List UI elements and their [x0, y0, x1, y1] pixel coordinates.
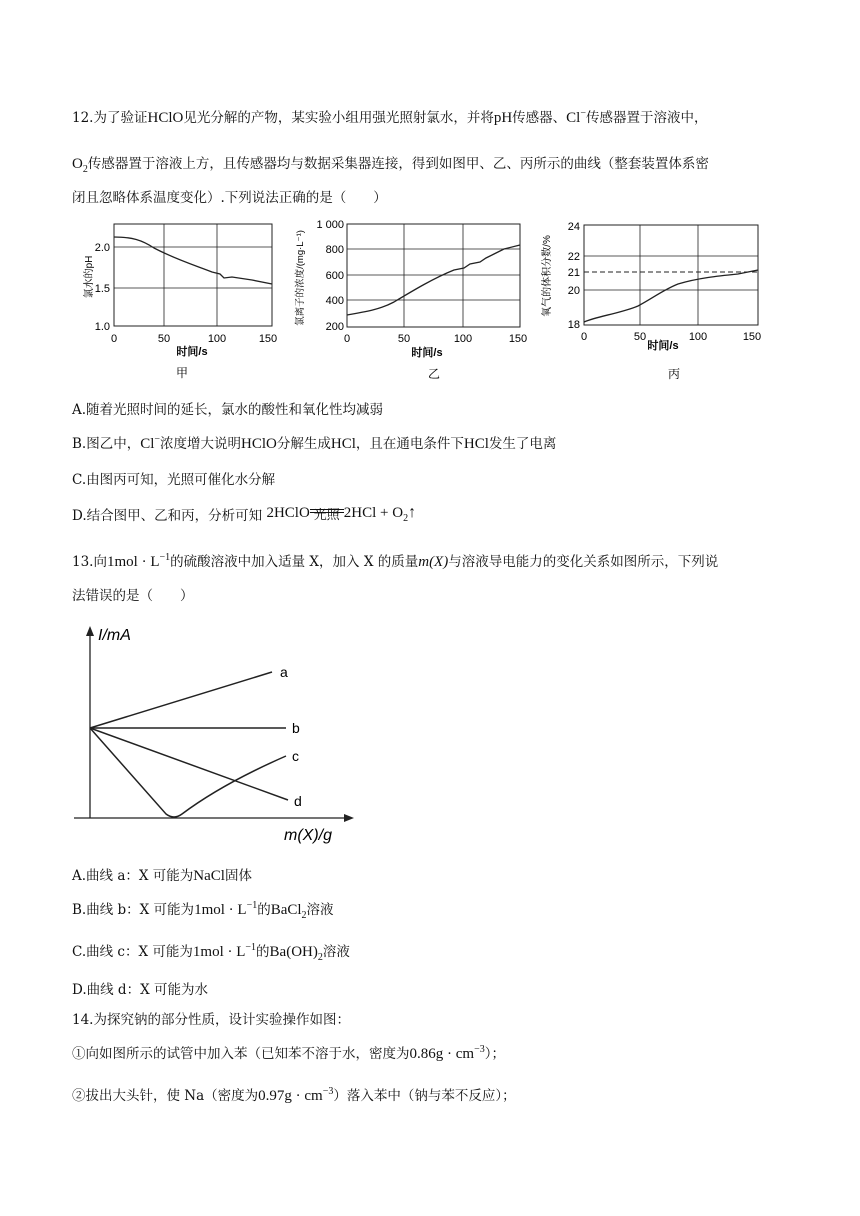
- y-axis-arrow: [86, 626, 94, 636]
- curve-c: [90, 728, 286, 817]
- chart-jia-xtick: 50: [157, 333, 171, 345]
- chart-bing-curve: [584, 270, 758, 322]
- chart-jia: [82, 222, 282, 382]
- q13-option-a: A.曲线 a：X 可能为NaCl固体: [72, 868, 252, 884]
- chart-yi-ytick: 400: [325, 295, 344, 307]
- chart-bing: [538, 218, 768, 380]
- chart-yi-caption: 乙: [427, 367, 441, 380]
- formula-hclo: HClO: [147, 110, 184, 126]
- chart-jia-ytick: 1.5: [94, 283, 110, 295]
- chart-yi-ytick: 200: [325, 321, 344, 333]
- q13-line2: 法错误的是（ ）: [72, 588, 194, 604]
- chart-bing-ytick: 22: [567, 251, 580, 263]
- x-axis-label: m(X)/g: [284, 827, 332, 844]
- curve-d: [90, 728, 288, 800]
- chloride-ion: Cl−: [566, 108, 586, 126]
- chart-bing-xtick: 150: [742, 331, 762, 343]
- chart-bing-ytick: 18: [567, 319, 580, 331]
- q12-option-a: A.随着光照时间的延长，氯水的酸性和氧化性均减弱: [72, 402, 384, 418]
- chart-jia-curve: [114, 237, 272, 284]
- curve-c-label: c: [292, 748, 299, 764]
- q14-step2: ②拔出大头针，使 Na（密度为$0.97g \cdot cm^{-3}$）落入苯中（钠与苯不反应）；: [72, 1086, 516, 1104]
- q14-step1: ①向如图所示的试管中加入苯（已知苯不溶于水，密度为$0.86g \cdot cm^{-3}$）；: [72, 1044, 505, 1062]
- conductivity-chart: [74, 620, 364, 846]
- oxygen-formula: $O_2$: [72, 156, 88, 175]
- q12-option-b: B.图乙中，Cl−浓度增大说明HClO分解生成HCl，且在通电条件下HCl发生了电离: [72, 434, 557, 452]
- q12-option-d: D.结合图甲、乙和丙，分析可知 2HClO 光照 $2HCl + O_2↑$: [72, 504, 417, 524]
- curve-a-label: a: [280, 664, 288, 680]
- x-axis-arrow: [344, 814, 354, 822]
- chart-yi-ylabel: 氯离子的浓度/(mg·L⁻¹): [295, 230, 306, 326]
- chart-bing-xtick: 50: [633, 331, 647, 343]
- chart-yi-curve: [347, 245, 520, 315]
- chart-yi-xlabel: 时间/s: [411, 347, 443, 359]
- chart-jia-xtick: 150: [258, 333, 278, 345]
- q12-line3: 闭且忽略体系温度变化）.下列说法正确的是（ ）: [72, 190, 387, 206]
- chart-bing-ytick: 21: [567, 267, 580, 279]
- chart-yi-xtick: 100: [453, 333, 473, 345]
- chart-yi: [294, 218, 528, 380]
- chart-yi-ytick: 600: [325, 270, 344, 282]
- chart-jia-ytick: 2.0: [94, 242, 110, 254]
- q13-option-b: B.曲线 b：X 可能为$1mol \cdot L^{-1}$的BaCl$_2$溶液: [72, 900, 334, 921]
- q13-line1: 13.向$1mol \cdot L^{-1}$的硫酸溶液中加入适量 X，加入 X 的质量m(X)与溶液导电能力的变化关系如图所示，下列说: [72, 552, 719, 570]
- q12-line2: $O_2$传感器置于溶液上方，且传感器均与数据采集器连接，得到如图甲、乙、丙所示的曲线（整套装置体系密: [72, 156, 709, 175]
- chart-bing-xlabel: 时间/s: [647, 340, 679, 352]
- curve-d-label: d: [294, 793, 302, 809]
- chart-yi-ytick: 1 000: [316, 219, 344, 231]
- chart-jia-ytick: 1.0: [94, 321, 110, 333]
- q14-line1: 14.为探究钠的部分性质，设计实验操作如图：: [72, 1012, 350, 1028]
- chart-yi-xtick: 150: [508, 333, 528, 345]
- curve-b-label: b: [292, 720, 300, 736]
- q13-option-c: C.曲线 c：X 可能为$1mol \cdot L^{-1}$的$Ba(OH)_2$溶液: [72, 942, 350, 963]
- chart-yi-xtick: 0: [343, 333, 351, 345]
- chart-bing-ytick: 20: [567, 285, 580, 297]
- y-axis-label: I/mA: [98, 627, 131, 644]
- chart-jia-xlabel: 时间/s: [176, 346, 208, 358]
- chart-bing-ylabel: 氧气的体积分数/%: [542, 235, 553, 317]
- chart-bing-xtick: 100: [688, 331, 708, 343]
- chart-bing-ytick: 24: [567, 221, 580, 233]
- ph-text: pH: [493, 110, 513, 126]
- chart-jia-caption: 甲: [175, 366, 189, 380]
- chart-jia-ylabel: 氯水的pH: [84, 255, 95, 299]
- reaction-equation: 2HClO 光照 $2HCl + O_2↑$: [266, 504, 417, 524]
- q12-line1: 12.为了验证HClO见光分解的产物，某实验小组用强光照射氯水，并将pH传感器、Cl−传感器置于溶液中，: [72, 108, 708, 126]
- curve-a: [90, 672, 272, 728]
- chart-yi-ytick: 800: [325, 244, 344, 256]
- chart-yi-xtick: 50: [397, 333, 411, 345]
- chart-jia-xtick: 100: [207, 333, 227, 345]
- chart-bing-xtick: 0: [580, 331, 588, 343]
- q13-option-d: D.曲线 d：X 可能为水: [72, 982, 208, 998]
- chart-yi-frame: [347, 224, 520, 327]
- q12-option-c: C.由图丙可知，光照可催化水分解: [72, 472, 276, 488]
- chart-bing-caption: 丙: [667, 367, 681, 380]
- chart-jia-xtick: 0: [110, 333, 118, 345]
